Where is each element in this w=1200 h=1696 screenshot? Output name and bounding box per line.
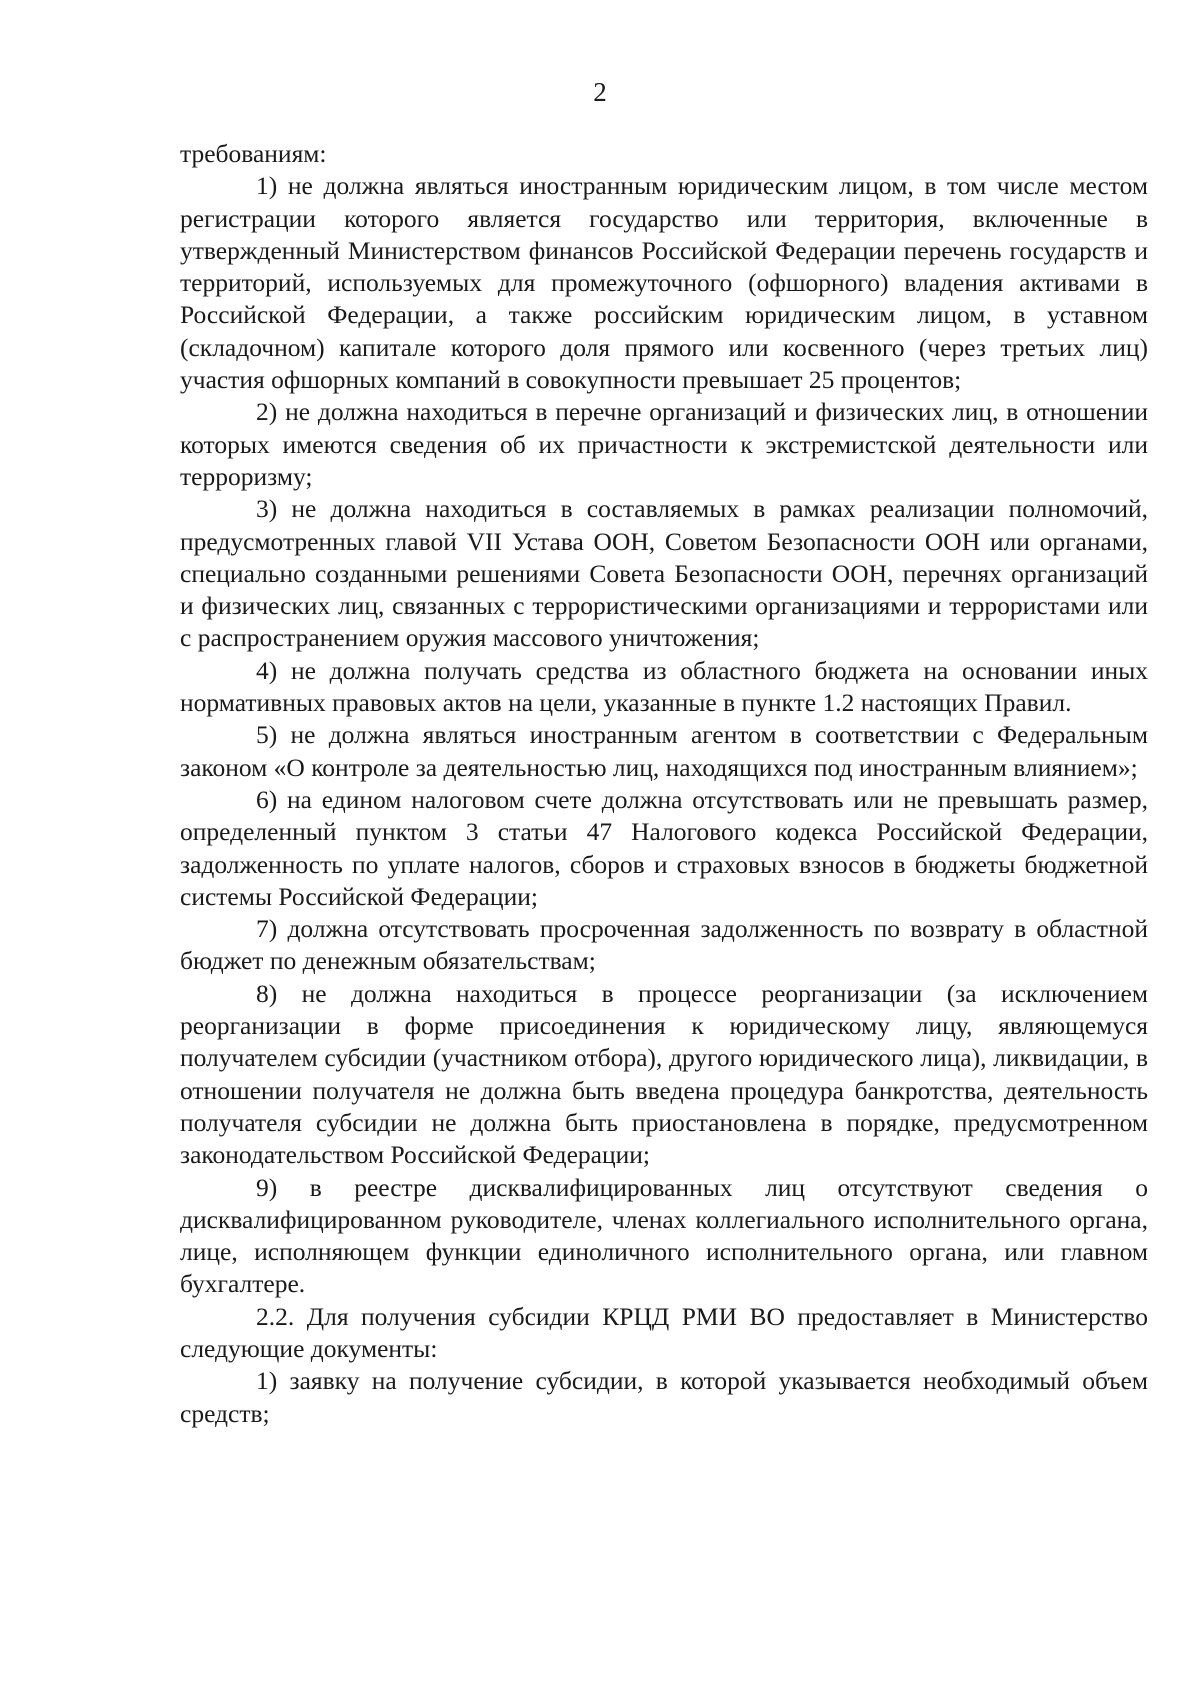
paragraph-item-4: 4) не должна получать средства из областного бюджета на основании иных нормативных правовых актов на цели, указанные в пункте 1.2 настоящих Правил.: [180, 655, 1148, 718]
document-body: [180, 138, 1148, 1430]
paragraph-item-1: 1) не должна являться иностранным юридическим лицом, в том числе местом регистрации которого является государство или территория, включенные в утвержденный Министерством финансов Российской Федерации перечень государств и территорий, используемых для промежуточного (офшорного) владения активами в Российской Федерации, а также российским юридическим лицом, в уставном (складочном) капитале которого доля прямого или косвенного (через третьих лиц) участия офшорных компаний в совокупности превышает 25 процентов;: [180, 171, 1148, 395]
page-number: 2: [593, 77, 607, 107]
paragraph-document-1: 1) заявку на получение субсидии, в которой указывается необходимый объем средств;: [180, 1366, 1148, 1428]
paragraph-item-2: 2) не должна находиться в перечне организаций и физических лиц, в отношении которых имеются сведения об их причастности к экстремистской деятельности или терроризму;: [180, 397, 1148, 491]
paragraph-item-7: 7) должна отсутствовать просроченная задолженность по возврату в областной бюджет по денежным обязательствам;: [180, 914, 1148, 976]
paragraph-section-2-2: 2.2. Для получения субсидии КРЦД РМИ ВО предоставляет в Министерство следующие документы:: [180, 1301, 1148, 1363]
paragraph-item-8: 8) не должна находиться в процессе реорганизации (за исключением реорганизации в форме присоединения к юридическому лицу, являющемуся получателем субсидии (участником отбора), другого юридического лица), ликвидации, в отношении получателя не должна быть введена процедура банкротства, деятельность получателя субсидии не должна быть приостановлена в порядке, предусмотренном законодательством Российской Федерации;: [180, 978, 1148, 1170]
paragraph-item-9: 9) в реестре дисквалифицированных лиц отсутствуют сведения о дисквалифицированном руководителе, членах коллегиального исполнительного органа, лице, исполняющем функции единоличного исполнительного органа, или главном бухгалтере.: [180, 1172, 1148, 1299]
paragraph-item-3: 3) не должна находиться в составляемых в рамках реализации полномочий, предусмотренных главой VII Устава ООН, Советом Безопасности ООН или органами, специально созданными решениями Совета Безопасности ООН, перечнях организаций и физических лиц, связанных с террористическими организациями и террористами или с распространением оружия массового уничтожения;: [180, 494, 1148, 653]
paragraph-item-5: 5) не должна являться иностранным агентом в соответствии с Федеральным законом «О контроле за деятельностью лиц, находящихся под иностранным влиянием»;: [180, 720, 1148, 782]
paragraph-intro: требованиям:: [180, 139, 327, 168]
paragraph-item-6: 6) на едином налоговом счете должна отсутствовать или не превышать размер, определенный пунктом 3 статьи 47 Налогового кодекса Российской Федерации, задолженность по уплате налогов, сборов и страховых взносов в бюджеты бюджетной системы Российской Федерации;: [180, 784, 1148, 911]
